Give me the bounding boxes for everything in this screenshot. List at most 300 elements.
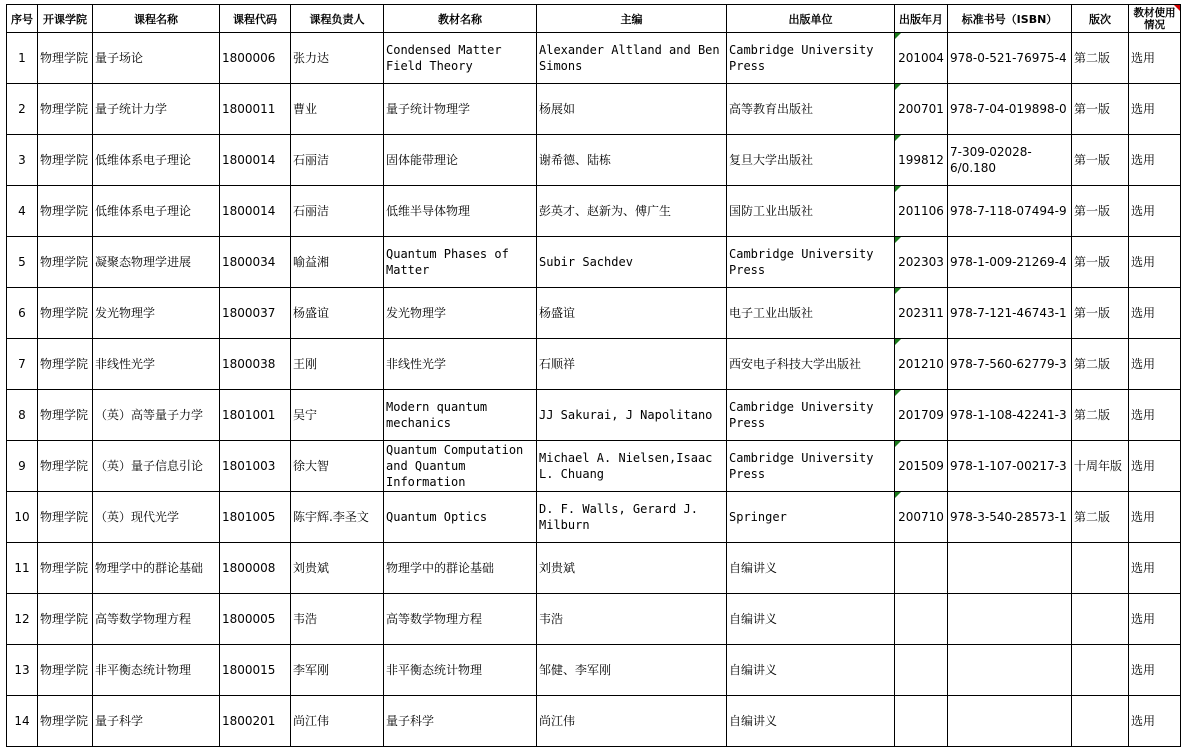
cell-lead[interactable] — [291, 33, 384, 84]
cell-text-edition: 第一版 — [1074, 153, 1111, 167]
cell-date[interactable] — [895, 135, 948, 186]
comment-indicator-icon[interactable] — [1174, 5, 1180, 11]
cell-lead[interactable] — [291, 441, 384, 492]
cell-course[interactable] — [93, 237, 220, 288]
cell-school[interactable] — [38, 441, 93, 492]
cell-isbn[interactable] — [948, 492, 1072, 543]
cell-editor[interactable] — [537, 492, 727, 543]
cell-edition[interactable] — [1072, 696, 1129, 747]
cell-no[interactable] — [7, 339, 38, 390]
cell-text-book: 量子科学 — [386, 714, 435, 728]
cell-edition[interactable] — [1072, 339, 1129, 390]
cell-code[interactable] — [220, 288, 291, 339]
cell-isbn[interactable] — [948, 441, 1072, 492]
cell-lead[interactable] — [291, 645, 384, 696]
cell-publisher[interactable] — [727, 186, 895, 237]
cell-text-publisher: 自编讲义 — [729, 561, 778, 575]
cell-editor[interactable] — [537, 288, 727, 339]
cell-text-lead: 王刚 — [293, 357, 318, 371]
cell-course[interactable] — [93, 135, 220, 186]
cell-text-book: Condensed Matter Field Theory — [386, 43, 502, 73]
cell-school[interactable] — [38, 186, 93, 237]
cell-editor[interactable] — [537, 441, 727, 492]
cell-isbn[interactable] — [948, 135, 1072, 186]
cell-edition[interactable] — [1072, 390, 1129, 441]
cell-date[interactable] — [895, 441, 948, 492]
cell-editor[interactable] — [537, 33, 727, 84]
cell-code[interactable] — [220, 696, 291, 747]
cell-text-lead: 石丽洁 — [293, 153, 330, 167]
cell-date[interactable] — [895, 645, 948, 696]
cell-no[interactable] — [7, 645, 38, 696]
cell-isbn[interactable] — [948, 390, 1072, 441]
cell-book[interactable] — [384, 84, 537, 135]
header-cell-school[interactable]: 开课学院 — [38, 5, 93, 33]
table-row — [7, 288, 1181, 339]
cell-code[interactable] — [220, 186, 291, 237]
cell-course[interactable] — [93, 84, 220, 135]
cell-course[interactable] — [93, 696, 220, 747]
cell-text-book: 量子统计物理学 — [386, 102, 471, 116]
cell-date[interactable] — [895, 186, 948, 237]
cell-date[interactable] — [895, 696, 948, 747]
header-cell-course[interactable]: 课程名称 — [93, 5, 220, 33]
cell-text-lead: 徐大智 — [293, 459, 330, 473]
cell-edition[interactable] — [1072, 237, 1129, 288]
cell-code[interactable] — [220, 441, 291, 492]
cell-text-isbn: 978-0-521-76975-4 — [950, 51, 1067, 65]
cell-isbn[interactable] — [948, 84, 1072, 135]
cell-edition[interactable] — [1072, 288, 1129, 339]
cell-edition[interactable] — [1072, 33, 1129, 84]
cell-course[interactable] — [93, 492, 220, 543]
cell-text-code: 1800005 — [222, 612, 276, 626]
cell-text-course: 物理学中的群论基础 — [95, 561, 204, 575]
cell-publisher[interactable] — [727, 441, 895, 492]
cell-text-book: 物理学中的群论基础 — [386, 561, 495, 575]
cell-text-school: 物理学院 — [40, 714, 89, 728]
cell-course[interactable] — [93, 594, 220, 645]
cell-text-no: 2 — [18, 102, 26, 116]
cell-editor[interactable] — [537, 696, 727, 747]
cell-text-editor: 杨盛谊 — [539, 306, 576, 320]
number-as-text-indicator-icon — [895, 33, 901, 39]
cell-text-lead: 李军刚 — [293, 663, 330, 677]
cell-editor[interactable] — [537, 645, 727, 696]
cell-publisher[interactable] — [727, 339, 895, 390]
cell-text-lead: 喻益湘 — [293, 255, 330, 269]
cell-lead[interactable] — [291, 390, 384, 441]
cell-editor[interactable] — [537, 186, 727, 237]
cell-book[interactable] — [384, 441, 537, 492]
cell-no[interactable] — [7, 288, 38, 339]
cell-text-book: 发光物理学 — [386, 306, 447, 320]
cell-text-date: 200701 — [898, 102, 944, 116]
cell-isbn[interactable] — [948, 288, 1072, 339]
cell-editor[interactable] — [537, 543, 727, 594]
cell-text-publisher: 自编讲义 — [729, 714, 778, 728]
cell-edition[interactable] — [1072, 84, 1129, 135]
header-cell-editor[interactable]: 主编 — [537, 5, 727, 33]
cell-school[interactable] — [38, 645, 93, 696]
cell-usage[interactable] — [1129, 594, 1181, 645]
cell-text-book: 非线性光学 — [386, 357, 447, 371]
cell-text-code: 1800038 — [222, 357, 276, 371]
cell-text-usage: 选用 — [1131, 153, 1156, 167]
cell-text-publisher: 西安电子科技大学出版社 — [729, 357, 862, 371]
cell-text-edition: 第二版 — [1074, 510, 1111, 524]
cell-publisher[interactable] — [727, 237, 895, 288]
cell-isbn[interactable] — [948, 237, 1072, 288]
number-as-text-indicator-icon — [895, 441, 901, 447]
cell-school[interactable] — [38, 135, 93, 186]
cell-edition[interactable] — [1072, 645, 1129, 696]
cell-lead[interactable] — [291, 84, 384, 135]
cell-book[interactable] — [384, 135, 537, 186]
cell-usage[interactable] — [1129, 339, 1181, 390]
cell-school[interactable] — [38, 237, 93, 288]
cell-text-publisher: 高等教育出版社 — [729, 102, 814, 116]
cell-text-course: 高等数学物理方程 — [95, 612, 192, 626]
cell-lead[interactable] — [291, 543, 384, 594]
cell-usage[interactable] — [1129, 492, 1181, 543]
number-as-text-indicator-icon — [895, 135, 901, 141]
header-cell-usage[interactable] — [1129, 5, 1181, 33]
cell-text-code: 1801005 — [222, 510, 276, 524]
cell-date[interactable] — [895, 237, 948, 288]
cell-text-publisher: 电子工业出版社 — [729, 306, 814, 320]
header-cell-no[interactable]: 序号 — [7, 5, 38, 33]
cell-publisher[interactable] — [727, 390, 895, 441]
cell-usage[interactable] — [1129, 237, 1181, 288]
cell-book[interactable] — [384, 594, 537, 645]
header-cell-lead[interactable]: 课程负责人 — [291, 5, 384, 33]
cell-text-book: 高等数学物理方程 — [386, 612, 483, 626]
cell-school[interactable] — [38, 288, 93, 339]
cell-course[interactable] — [93, 390, 220, 441]
cell-code[interactable] — [220, 237, 291, 288]
cell-book[interactable] — [384, 492, 537, 543]
cell-course[interactable] — [93, 288, 220, 339]
cell-editor[interactable] — [537, 594, 727, 645]
cell-text-school: 物理学院 — [40, 510, 89, 524]
cell-text-no: 6 — [18, 306, 26, 320]
header-cell-isbn[interactable]: 标准书号（ISBN） — [948, 5, 1072, 33]
cell-code[interactable] — [220, 492, 291, 543]
cell-text-course: （英）高等量子力学 — [95, 408, 204, 422]
cell-date[interactable] — [895, 543, 948, 594]
cell-edition[interactable] — [1072, 543, 1129, 594]
cell-code[interactable] — [220, 645, 291, 696]
cell-text-lead: 尚江伟 — [293, 714, 330, 728]
header-cell-code[interactable]: 课程代码 — [220, 5, 291, 33]
cell-edition[interactable] — [1072, 135, 1129, 186]
cell-text-usage: 选用 — [1131, 612, 1156, 626]
cell-text-date: 200710 — [898, 510, 944, 524]
cell-text-usage: 选用 — [1131, 102, 1156, 116]
cell-isbn[interactable] — [948, 696, 1072, 747]
cell-isbn[interactable] — [948, 33, 1072, 84]
cell-isbn[interactable] — [948, 645, 1072, 696]
cell-publisher[interactable] — [727, 84, 895, 135]
cell-text-course: 量子场论 — [95, 51, 144, 65]
cell-text-editor: 彭英才、赵新为、傅广生 — [539, 204, 672, 218]
cell-text-edition: 第一版 — [1074, 255, 1111, 269]
cell-publisher[interactable] — [727, 543, 895, 594]
cell-text-editor: Subir Sachdev — [539, 255, 633, 269]
cell-text-usage: 选用 — [1131, 663, 1156, 677]
table-row — [7, 390, 1181, 441]
cell-date[interactable] — [895, 594, 948, 645]
cell-text-school: 物理学院 — [40, 408, 89, 422]
cell-text-course: 非平衡态统计物理 — [95, 663, 192, 677]
cell-lead[interactable] — [291, 339, 384, 390]
cell-text-date: 201210 — [898, 357, 944, 371]
cell-publisher[interactable] — [727, 645, 895, 696]
cell-lead[interactable] — [291, 288, 384, 339]
cell-text-editor: JJ Sakurai, J Napolitano — [539, 408, 713, 422]
cell-book[interactable] — [384, 339, 537, 390]
cell-lead[interactable] — [291, 492, 384, 543]
cell-usage[interactable] — [1129, 186, 1181, 237]
cell-course[interactable] — [93, 645, 220, 696]
table-body — [7, 33, 1181, 747]
cell-text-usage: 选用 — [1131, 561, 1156, 575]
cell-school[interactable] — [38, 696, 93, 747]
cell-text-no: 9 — [18, 459, 26, 473]
cell-text-course: 量子科学 — [95, 714, 144, 728]
cell-text-editor: 邹健、李军刚 — [539, 663, 612, 677]
cell-code[interactable] — [220, 594, 291, 645]
number-as-text-indicator-icon — [895, 84, 901, 90]
cell-lead[interactable] — [291, 696, 384, 747]
cell-usage[interactable] — [1129, 288, 1181, 339]
cell-editor[interactable] — [537, 84, 727, 135]
cell-book[interactable] — [384, 33, 537, 84]
cell-code[interactable] — [220, 135, 291, 186]
cell-school[interactable] — [38, 492, 93, 543]
cell-text-usage: 选用 — [1131, 255, 1156, 269]
cell-text-book: 固体能带理论 — [386, 153, 459, 167]
cell-lead[interactable] — [291, 594, 384, 645]
cell-text-no: 7 — [18, 357, 26, 371]
cell-text-code: 1800037 — [222, 306, 276, 320]
cell-code[interactable] — [220, 339, 291, 390]
cell-text-editor: 韦浩 — [539, 612, 564, 626]
cell-edition[interactable] — [1072, 441, 1129, 492]
cell-text-editor: Alexander Altland and Ben Simons — [539, 43, 720, 73]
cell-usage[interactable] — [1129, 33, 1181, 84]
cell-text-edition: 第一版 — [1074, 306, 1111, 320]
cell-isbn[interactable] — [948, 339, 1072, 390]
cell-book[interactable] — [384, 288, 537, 339]
header-cell-book[interactable]: 教材名称 — [384, 5, 537, 33]
cell-no[interactable] — [7, 33, 38, 84]
cell-isbn[interactable] — [948, 186, 1072, 237]
table-row — [7, 492, 1181, 543]
cell-code[interactable] — [220, 84, 291, 135]
cell-text-code: 1800014 — [222, 153, 276, 167]
cell-text-course: 低维体系电子理论 — [95, 153, 192, 167]
cell-text-school: 物理学院 — [40, 102, 89, 116]
cell-text-date: 202311 — [898, 306, 944, 320]
cell-lead[interactable] — [291, 135, 384, 186]
cell-text-course: 凝聚态物理学进展 — [95, 255, 192, 269]
cell-text-publisher: Cambridge University Press — [729, 400, 874, 430]
cell-publisher[interactable] — [727, 288, 895, 339]
cell-date[interactable] — [895, 339, 948, 390]
cell-text-isbn: 978-3-540-28573-1 — [950, 510, 1067, 524]
header-cell-edition[interactable]: 版次 — [1072, 5, 1129, 33]
cell-no[interactable] — [7, 543, 38, 594]
cell-text-isbn: 978-7-04-019898-0 — [950, 102, 1067, 116]
cell-school[interactable] — [38, 594, 93, 645]
cell-editor[interactable] — [537, 237, 727, 288]
cell-text-course: 发光物理学 — [95, 306, 156, 320]
cell-text-editor: 杨展如 — [539, 102, 576, 116]
number-as-text-indicator-icon — [895, 237, 901, 243]
cell-text-editor: Michael A. Nielsen,Isaac L. Chuang — [539, 451, 713, 481]
table-row — [7, 441, 1181, 492]
cell-edition[interactable] — [1072, 186, 1129, 237]
cell-no[interactable] — [7, 135, 38, 186]
cell-text-date: 201509 — [898, 459, 944, 473]
cell-editor[interactable] — [537, 390, 727, 441]
cell-usage[interactable] — [1129, 645, 1181, 696]
cell-code[interactable] — [220, 543, 291, 594]
cell-text-lead: 韦浩 — [293, 612, 318, 626]
cell-text-book: 低维半导体物理 — [386, 204, 471, 218]
cell-date[interactable] — [895, 288, 948, 339]
cell-usage[interactable] — [1129, 441, 1181, 492]
cell-text-usage: 选用 — [1131, 204, 1156, 218]
cell-book[interactable] — [384, 696, 537, 747]
cell-course[interactable] — [93, 441, 220, 492]
cell-no[interactable] — [7, 186, 38, 237]
cell-no[interactable] — [7, 84, 38, 135]
cell-book[interactable] — [384, 390, 537, 441]
table-row — [7, 543, 1181, 594]
cell-no[interactable] — [7, 441, 38, 492]
cell-school[interactable] — [38, 390, 93, 441]
cell-text-no: 8 — [18, 408, 26, 422]
number-as-text-indicator-icon — [895, 339, 901, 345]
cell-date[interactable] — [895, 492, 948, 543]
cell-course[interactable] — [93, 186, 220, 237]
cell-publisher[interactable] — [727, 696, 895, 747]
cell-publisher[interactable] — [727, 492, 895, 543]
cell-text-no: 5 — [18, 255, 26, 269]
cell-text-code: 1800014 — [222, 204, 276, 218]
cell-usage[interactable] — [1129, 390, 1181, 441]
table-row — [7, 186, 1181, 237]
table-row — [7, 33, 1181, 84]
cell-no[interactable] — [7, 594, 38, 645]
cell-school[interactable] — [38, 543, 93, 594]
cell-no[interactable] — [7, 696, 38, 747]
cell-edition[interactable] — [1072, 594, 1129, 645]
cell-usage[interactable] — [1129, 543, 1181, 594]
table-row — [7, 645, 1181, 696]
cell-usage[interactable] — [1129, 84, 1181, 135]
cell-text-lead: 张力达 — [293, 51, 330, 65]
cell-book[interactable] — [384, 645, 537, 696]
cell-book[interactable] — [384, 237, 537, 288]
cell-text-date: 201709 — [898, 408, 944, 422]
cell-code[interactable] — [220, 390, 291, 441]
cell-date[interactable] — [895, 84, 948, 135]
cell-lead[interactable] — [291, 186, 384, 237]
cell-text-school: 物理学院 — [40, 204, 89, 218]
cell-publisher[interactable] — [727, 594, 895, 645]
cell-editor[interactable] — [537, 135, 727, 186]
cell-text-book: Quantum Computation and Quantum Information — [386, 443, 524, 489]
cell-text-edition: 第二版 — [1074, 408, 1111, 422]
cell-text-code: 1800011 — [222, 102, 276, 116]
cell-text-no: 3 — [18, 153, 26, 167]
cell-course[interactable] — [93, 33, 220, 84]
cell-text-no: 10 — [14, 510, 30, 524]
cell-isbn[interactable] — [948, 594, 1072, 645]
cell-text-date: 201004 — [898, 51, 944, 65]
cell-editor[interactable] — [537, 339, 727, 390]
cell-date[interactable] — [895, 33, 948, 84]
cell-text-publisher: Cambridge University Press — [729, 247, 874, 277]
cell-text-lead: 刘贵斌 — [293, 561, 330, 575]
header-cell-date[interactable]: 出版年月 — [895, 5, 948, 33]
cell-text-school: 物理学院 — [40, 153, 89, 167]
cell-text-date: 199812 — [898, 153, 944, 167]
cell-text-school: 物理学院 — [40, 255, 89, 269]
cell-text-date: 202303 — [898, 255, 944, 269]
header-cell-publisher[interactable]: 出版单位 — [727, 5, 895, 33]
cell-usage[interactable] — [1129, 135, 1181, 186]
cell-date[interactable] — [895, 390, 948, 441]
cell-usage[interactable] — [1129, 696, 1181, 747]
cell-text-publisher: Cambridge University Press — [729, 451, 874, 481]
cell-school[interactable] — [38, 84, 93, 135]
cell-text-usage: 选用 — [1131, 408, 1156, 422]
cell-book[interactable] — [384, 543, 537, 594]
cell-edition[interactable] — [1072, 492, 1129, 543]
cell-text-school: 物理学院 — [40, 51, 89, 65]
cell-text-usage: 选用 — [1131, 510, 1156, 524]
cell-text-usage: 选用 — [1131, 357, 1156, 371]
cell-text-no: 13 — [14, 663, 30, 677]
cell-text-usage: 选用 — [1131, 306, 1156, 320]
cell-book[interactable] — [384, 186, 537, 237]
cell-text-lead: 石丽洁 — [293, 204, 330, 218]
cell-no[interactable] — [7, 237, 38, 288]
cell-no[interactable] — [7, 492, 38, 543]
cell-publisher[interactable] — [727, 135, 895, 186]
cell-text-edition: 第一版 — [1074, 102, 1111, 116]
cell-isbn[interactable] — [948, 543, 1072, 594]
cell-no[interactable] — [7, 390, 38, 441]
cell-text-publisher: Springer — [729, 510, 787, 524]
cell-course[interactable] — [93, 339, 220, 390]
cell-text-isbn: 978-1-009-21269-4 — [950, 255, 1067, 269]
cell-school[interactable] — [38, 339, 93, 390]
cell-code[interactable] — [220, 33, 291, 84]
cell-lead[interactable] — [291, 237, 384, 288]
textbook-table — [6, 4, 1181, 747]
cell-publisher[interactable] — [727, 33, 895, 84]
cell-text-usage: 选用 — [1131, 714, 1156, 728]
cell-school[interactable] — [38, 33, 93, 84]
cell-course[interactable] — [93, 543, 220, 594]
cell-text-usage: 选用 — [1131, 51, 1156, 65]
